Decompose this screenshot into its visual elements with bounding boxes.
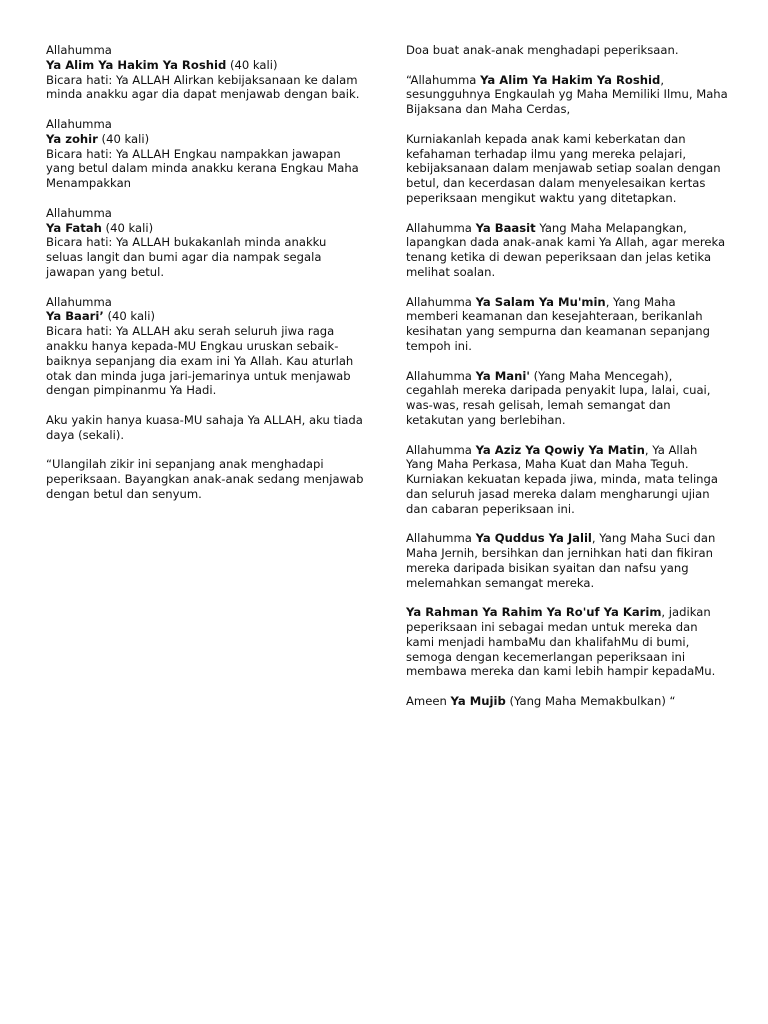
zikr-name: Ya Fatah — [46, 220, 102, 235]
doa-paragraph-7 — [406, 531, 728, 590]
doa-divine-names: Ya Quddus Ya Jalil — [475, 531, 592, 546]
doa-divine-names: Ya Rahman Ya Rahim Ya Ro'uf Ya Karim — [406, 605, 662, 620]
zikr-block-fatah — [46, 206, 366, 280]
zikr-block-zohir — [46, 117, 366, 191]
zikr-opener: Allahumma — [46, 43, 112, 57]
zikr-name-line — [46, 309, 366, 324]
zikr-name: Ya Baari’ — [46, 309, 104, 324]
doa-divine-names: Ya Salam Ya Mu'min — [475, 294, 606, 309]
doa-opener: Allahumma — [406, 220, 476, 235]
zikr-speech: Bicara hati: Ya ALLAH Alirkan kebijaksanaan ke dalam minda anakku agar dia dapat menjawab dengan baik. — [46, 72, 360, 102]
zikr-opener: Allahumma — [46, 294, 112, 309]
zikr-block-baari — [46, 295, 366, 399]
zikr-name: Ya Alim Ya Hakim Ya Roshid — [46, 57, 227, 72]
doa-text: (Yang Maha Mencegah), cegahlah mereka daripada penyakit lupa, lalai, cuai, was-was, resah gelisah, lemah semangat dan ketakutan yang berlebihan. — [406, 368, 711, 427]
doa-text: , Ya Allah Yang Maha Perkasa, Maha Kuat dan Maha Teguh. Kurniakan kekuatan kepada jiwa, minda, mata telinga dan seluruh jasad mereka dalam mengharungi ujian dan cabaran peperiksaan ini. — [406, 442, 718, 516]
doa-paragraph-9 — [406, 694, 728, 709]
doa-divine-names: Ya Mani' — [475, 368, 530, 383]
doa-opener: Allahumma — [406, 442, 476, 457]
zikr-name-line — [46, 58, 366, 73]
zikr-count: (40 kali) — [101, 220, 154, 235]
doa-text: , Yang Maha Suci dan Maha Jernih, bersihkan dan jernihkan hati dan fikiran mereka daripada bisikan syaitan dan nafsu yang melemahkan semangat mereka. — [406, 531, 716, 590]
zikr-name-line — [46, 221, 366, 236]
doa-paragraph-1 — [406, 73, 728, 117]
zikr-speech: Bicara hati: Ya ALLAH Engkau nampakkan jawapan yang betul dalam minda anakku kerana Engkau Maha Menampakkan — [46, 146, 359, 191]
zikr-opener: Allahumma — [46, 205, 112, 220]
doa-divine-names: Ya Mujib — [450, 694, 506, 709]
zikr-speech: Bicara hati: Ya ALLAH aku serah seluruh jiwa raga anakku hanya kepada-MU Engkau uruskan sebaik-baiknya sepanjang dia exam ini Ya Allah. Kau aturlah otak dan minda juga jari-jemarinya untuk menjawab dengan pimpinanmu Ya Hadi. — [46, 324, 354, 398]
closing-instruction: “Ulangilah zikir ini sepanjang anak menghadapi peperiksaan. Bayangkan anak-anak sedang menjawab dengan betul dan senyum. — [46, 457, 364, 501]
doa-opener: Allahumma — [406, 368, 476, 383]
doa-divine-names: Ya Alim Ya Hakim Ya Roshid — [480, 72, 661, 87]
doa-paragraph-2: Kurniakanlah kepada anak kami keberkatan dan kefahaman terhadap ilmu yang mereka pelajari, kebijaksanaan dalam menjawab setiap soalan dengan betul, dan kecerdasan dalam menyelesaikan kertas peperiksaan mengikut waktu yang ditetapkan. — [406, 131, 721, 205]
zikr-opener: Allahumma — [46, 116, 112, 131]
conviction-paragraph: Aku yakin hanya kuasa-MU sahaja Ya ALLAH, aku tiada daya (sekali). — [46, 412, 363, 442]
left-column — [46, 43, 366, 517]
doa-text: Yang Maha Melapangkan, lapangkan dada anak-anak kami Ya Allah, agar mereka tenang ketika di dewan peperiksaan dan jelas ketika melihat soalan. — [406, 220, 726, 279]
zikr-speech: Bicara hati: Ya ALLAH bukakanlah minda anakku seluas langit dan bumi agar dia nampak segala jawapan yang betul. — [46, 235, 327, 279]
zikr-count: (40 kali) — [103, 309, 156, 324]
zikr-block-alim — [46, 43, 366, 102]
doa-opener: Allahumma — [406, 294, 476, 309]
doa-text: , sesungguhnya Engkaulah yg Maha Memiliki Ilmu, Maha Bijaksana dan Maha Cerdas, — [406, 72, 728, 117]
zikr-name-line — [46, 132, 366, 147]
doa-text: , Yang Maha memberi keamanan dan kesejahteraan, berikanlah kesihatan yang sempurna dan keamanan sepanjang tempoh ini. — [406, 294, 711, 353]
doa-divine-names: Ya Aziz Ya Qowiy Ya Matin — [475, 442, 645, 457]
doa-text: , jadikan peperiksaan ini sebagai medan untuk mereka dan kami menjadi hambaMu dan khalifahMu di bumi, semoga dengan kecemerlangan peperiksaan ini membawa mereka dan kami lebih hampir kepadaMu. — [406, 605, 716, 679]
doa-divine-names: Ya Baasit — [475, 220, 536, 235]
right-column — [406, 43, 728, 724]
doa-text: (Yang Maha Memakbulkan) “ — [505, 694, 676, 709]
doa-paragraph-6 — [406, 443, 728, 517]
doa-heading: Doa buat anak-anak menghadapi peperiksaan. — [406, 43, 679, 57]
doa-paragraph-4 — [406, 295, 728, 354]
doa-paragraph-5 — [406, 369, 728, 428]
doa-paragraph-3 — [406, 221, 728, 280]
doa-opener: Ameen — [406, 694, 451, 709]
zikr-count: (40 kali) — [97, 131, 150, 146]
doa-opener: Allahumma — [406, 531, 476, 546]
zikr-count: (40 kali) — [226, 57, 278, 72]
doa-opener: “Allahumma — [406, 72, 481, 87]
zikr-name: Ya zohir — [46, 131, 98, 146]
doa-paragraph-8 — [406, 605, 728, 679]
